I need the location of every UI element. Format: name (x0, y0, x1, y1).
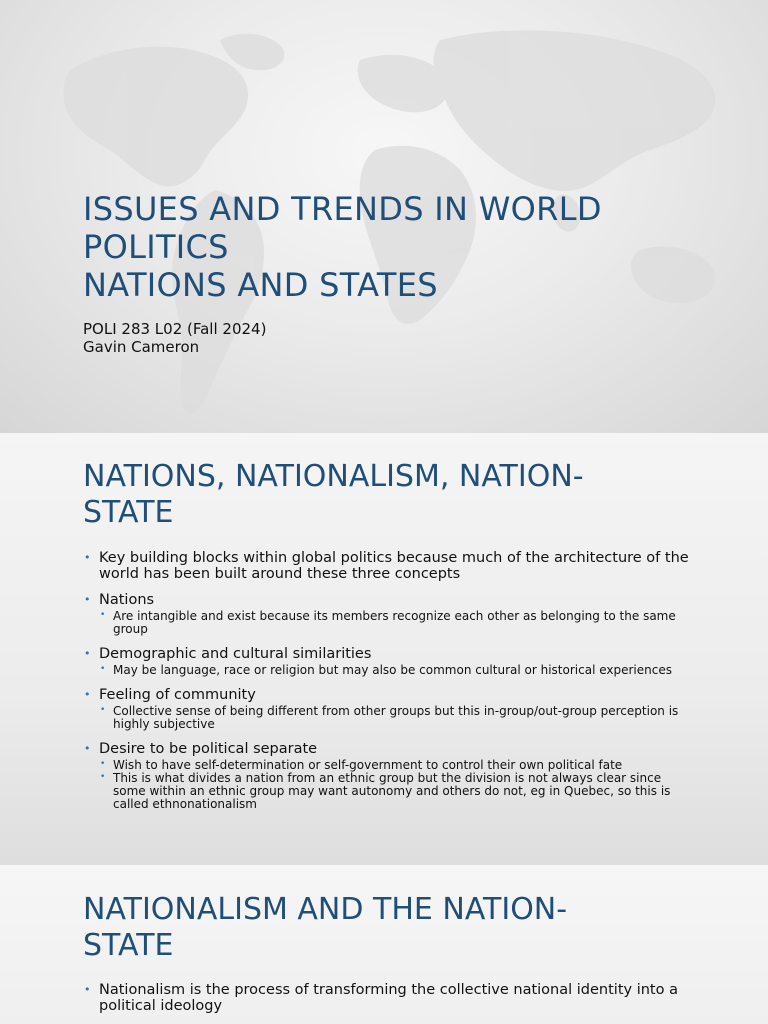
slide-title (83, 459, 584, 531)
presentation-subtitle (83, 320, 266, 356)
title-line: POLITICS (83, 228, 229, 266)
bullet-item: • Feeling of community • Collective sense of being different from other groups but this in-group/out-group perception is highly subjective (83, 687, 693, 731)
slide-title (83, 892, 567, 964)
sub-bullet-list (99, 705, 693, 731)
bullet-item: • Desire to be political separate • Wish to have self-determination or self-government to control their own political fate • This is what divides a nation from an ethnic group but the division is not always clear since some within an ethnic group may want autonomy and others do not, eg in Quebec, so this is called ethnonationalism (83, 741, 693, 811)
sub-bullet-list (99, 610, 693, 636)
sub-bullet-item: • May be language, race or religion but may also be common cultural or historical experiences (99, 664, 693, 677)
title-line: ISSUES AND TRENDS IN WORLD (83, 190, 602, 228)
bullet-list (83, 982, 693, 1014)
presentation-title (83, 190, 602, 304)
title-line: STATE (83, 495, 174, 530)
title-line: NATIONS, NATIONALISM, NATION- (83, 459, 584, 494)
bullet-item: • Nationalism is the process of transforming the collective national identity into a political ideology (83, 982, 693, 1014)
title-line: STATE (83, 928, 174, 963)
bullet-list (83, 550, 693, 811)
sub-bullet-list (99, 664, 693, 677)
title-line: NATIONALISM AND THE NATION- (83, 892, 568, 927)
sub-bullet-item: • Collective sense of being different from other groups but this in-group/out-group perception is highly subjective (99, 705, 693, 731)
sub-bullet-item: • This is what divides a nation from an ethnic group but the division is not always clear since some within an ethnic group may want autonomy and others do not, eg in Quebec, so this is called ethnonationalism (99, 772, 693, 811)
title-slide (0, 0, 768, 433)
author-name: Gavin Cameron (83, 338, 200, 356)
sub-bullet-item: • Wish to have self-determination or self-government to control their own political fate (99, 759, 693, 772)
bullet-item: • Key building blocks within global politics because much of the architecture of the world has been built around these three concepts (83, 550, 693, 582)
title-line: NATIONS AND STATES (83, 266, 438, 304)
slide-nationalism (0, 865, 768, 1024)
slide-nations (0, 433, 768, 865)
course-code: POLI 283 L02 (Fall 2024) (83, 320, 267, 338)
bullet-item: • Nations • Are intangible and exist because its members recognize each other as belonging to the same group (83, 592, 693, 636)
bullet-item: • Demographic and cultural similarities • May be language, race or religion but may also be common cultural or historical experiences (83, 646, 693, 677)
sub-bullet-item: • Are intangible and exist because its members recognize each other as belonging to the same group (99, 610, 693, 636)
sub-bullet-list (99, 759, 693, 811)
